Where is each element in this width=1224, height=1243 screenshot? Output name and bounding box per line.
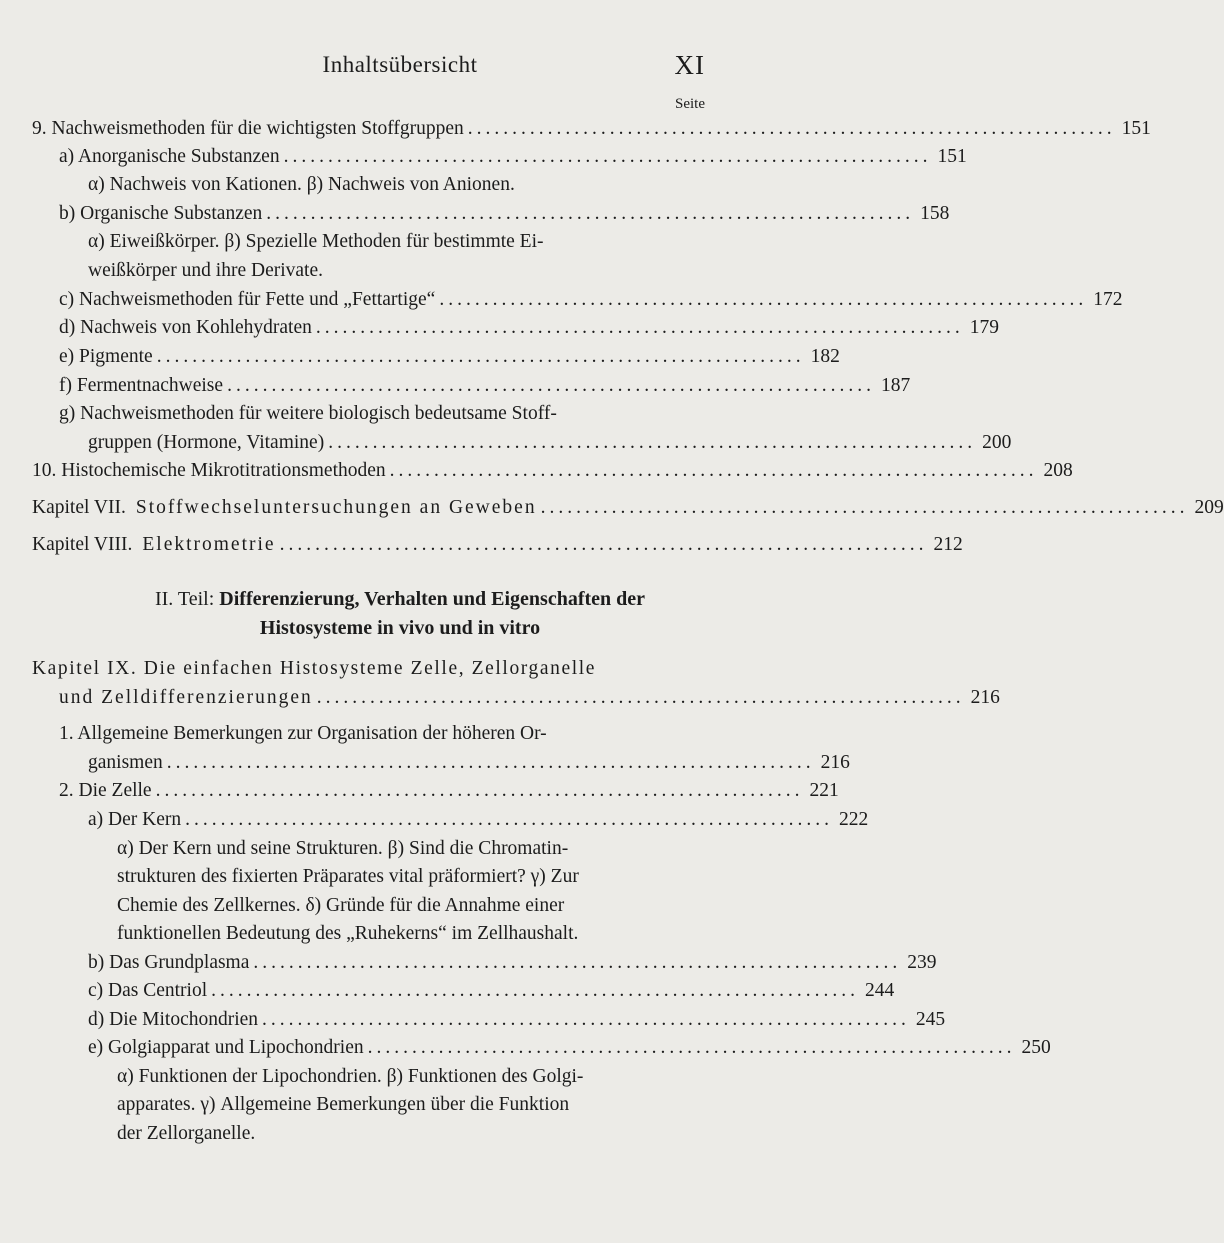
toc-entry: a) Der Kern ......................................................................... 222 bbox=[88, 809, 869, 830]
toc-entry: b) Das Grundplasma ......................................................................... 239 bbox=[88, 952, 937, 973]
toc-subline: α) Eiweißkörper. β) Spezielle Methoden für bestimmte Ei- bbox=[88, 231, 544, 252]
toc-chapter-line2: und Zelldifferenzierungen ......................................................................... 216 bbox=[59, 687, 1000, 708]
toc-entry: d) Nachweis von Kohlehydraten ......................................................................... 179 bbox=[59, 317, 1000, 338]
toc-subline: α) Nachweis von Kationen. β) Nachweis von Anionen. bbox=[88, 174, 515, 195]
toc-chapter: Kapitel IX. Die einfachen Histosysteme Zelle, Zellorganelle bbox=[32, 658, 597, 679]
toc-subline: weißkörper und ihre Derivate. bbox=[88, 260, 323, 281]
toc-subline: funktionellen Bedeutung des „Ruhekerns“ im Zellhaushalt. bbox=[117, 923, 579, 944]
toc-entry: e) Golgiapparat und Lipochondrien ......................................................................... 250 bbox=[88, 1037, 1051, 1058]
toc-subline: apparates. γ) Allgemeine Bemerkungen über die Funktion bbox=[117, 1094, 570, 1115]
part-heading: II. Teil: Differenzierung, Verhalten und Eigenschaften der bbox=[154, 588, 646, 610]
toc-entry: 10. Histochemische Mikrotitrationsmethoden ......................................................................... 208 bbox=[32, 460, 1073, 481]
running-header-title: Inhaltsübersicht bbox=[322, 52, 478, 77]
part-heading-line2: Histosysteme in vivo und in vitro bbox=[259, 617, 541, 639]
toc-entry: 2. Die Zelle ......................................................................... 221 bbox=[59, 780, 839, 801]
toc-entry: c) Das Centriol ......................................................................... 244 bbox=[88, 980, 895, 1001]
toc-subline: 1. Allgemeine Bemerkungen zur Organisation der höheren Or- bbox=[59, 723, 547, 744]
toc-entry: 9. Nachweismethoden für die wichtigsten Stoffgruppen ......................................................................... 151 bbox=[32, 118, 1151, 139]
toc-entry: e) Pigmente ......................................................................... 182 bbox=[59, 346, 840, 367]
toc-entry: b) Organische Substanzen ......................................................................... 158 bbox=[59, 203, 950, 224]
toc-subline: g) Nachweismethoden für weitere biologisch bedeutsame Stoff- bbox=[59, 403, 557, 424]
toc-entry: gruppen (Hormone, Vitamine) ......................................................................... 200 bbox=[88, 432, 1012, 453]
toc-chapter: Kapitel VII. Stoffwechseluntersuchungen an Geweben ......................................................................... 209 bbox=[32, 497, 1224, 518]
toc-subline: α) Der Kern und seine Strukturen. β) Sind die Chromatin- bbox=[117, 838, 569, 859]
page-number-roman: XI bbox=[674, 50, 705, 80]
toc-subline: der Zellorganelle. bbox=[117, 1123, 256, 1144]
seite-column-label: Seite bbox=[675, 96, 705, 112]
toc-subline: Chemie des Zellkernes. δ) Gründe für die Annahme einer bbox=[117, 895, 565, 916]
toc-subline: strukturen des fixierten Präparates vital präformiert? γ) Zur bbox=[117, 866, 579, 887]
toc-subline: α) Funktionen der Lipochondrien. β) Funktionen des Golgi- bbox=[117, 1066, 584, 1087]
toc-entry: f) Fermentnachweise ......................................................................... 187 bbox=[59, 375, 911, 396]
toc-entry: c) Nachweismethoden für Fette und „Fettartige“ ......................................................................... 172 bbox=[59, 289, 1123, 310]
toc-chapter: Kapitel VIII. Elektrometrie ......................................................................... 212 bbox=[32, 534, 963, 555]
toc-entry: ganismen ......................................................................... 216 bbox=[88, 752, 850, 773]
toc-entry: d) Die Mitochondrien ......................................................................... 245 bbox=[88, 1009, 946, 1030]
toc-entry: a) Anorganische Substanzen ......................................................................... 151 bbox=[59, 146, 967, 167]
